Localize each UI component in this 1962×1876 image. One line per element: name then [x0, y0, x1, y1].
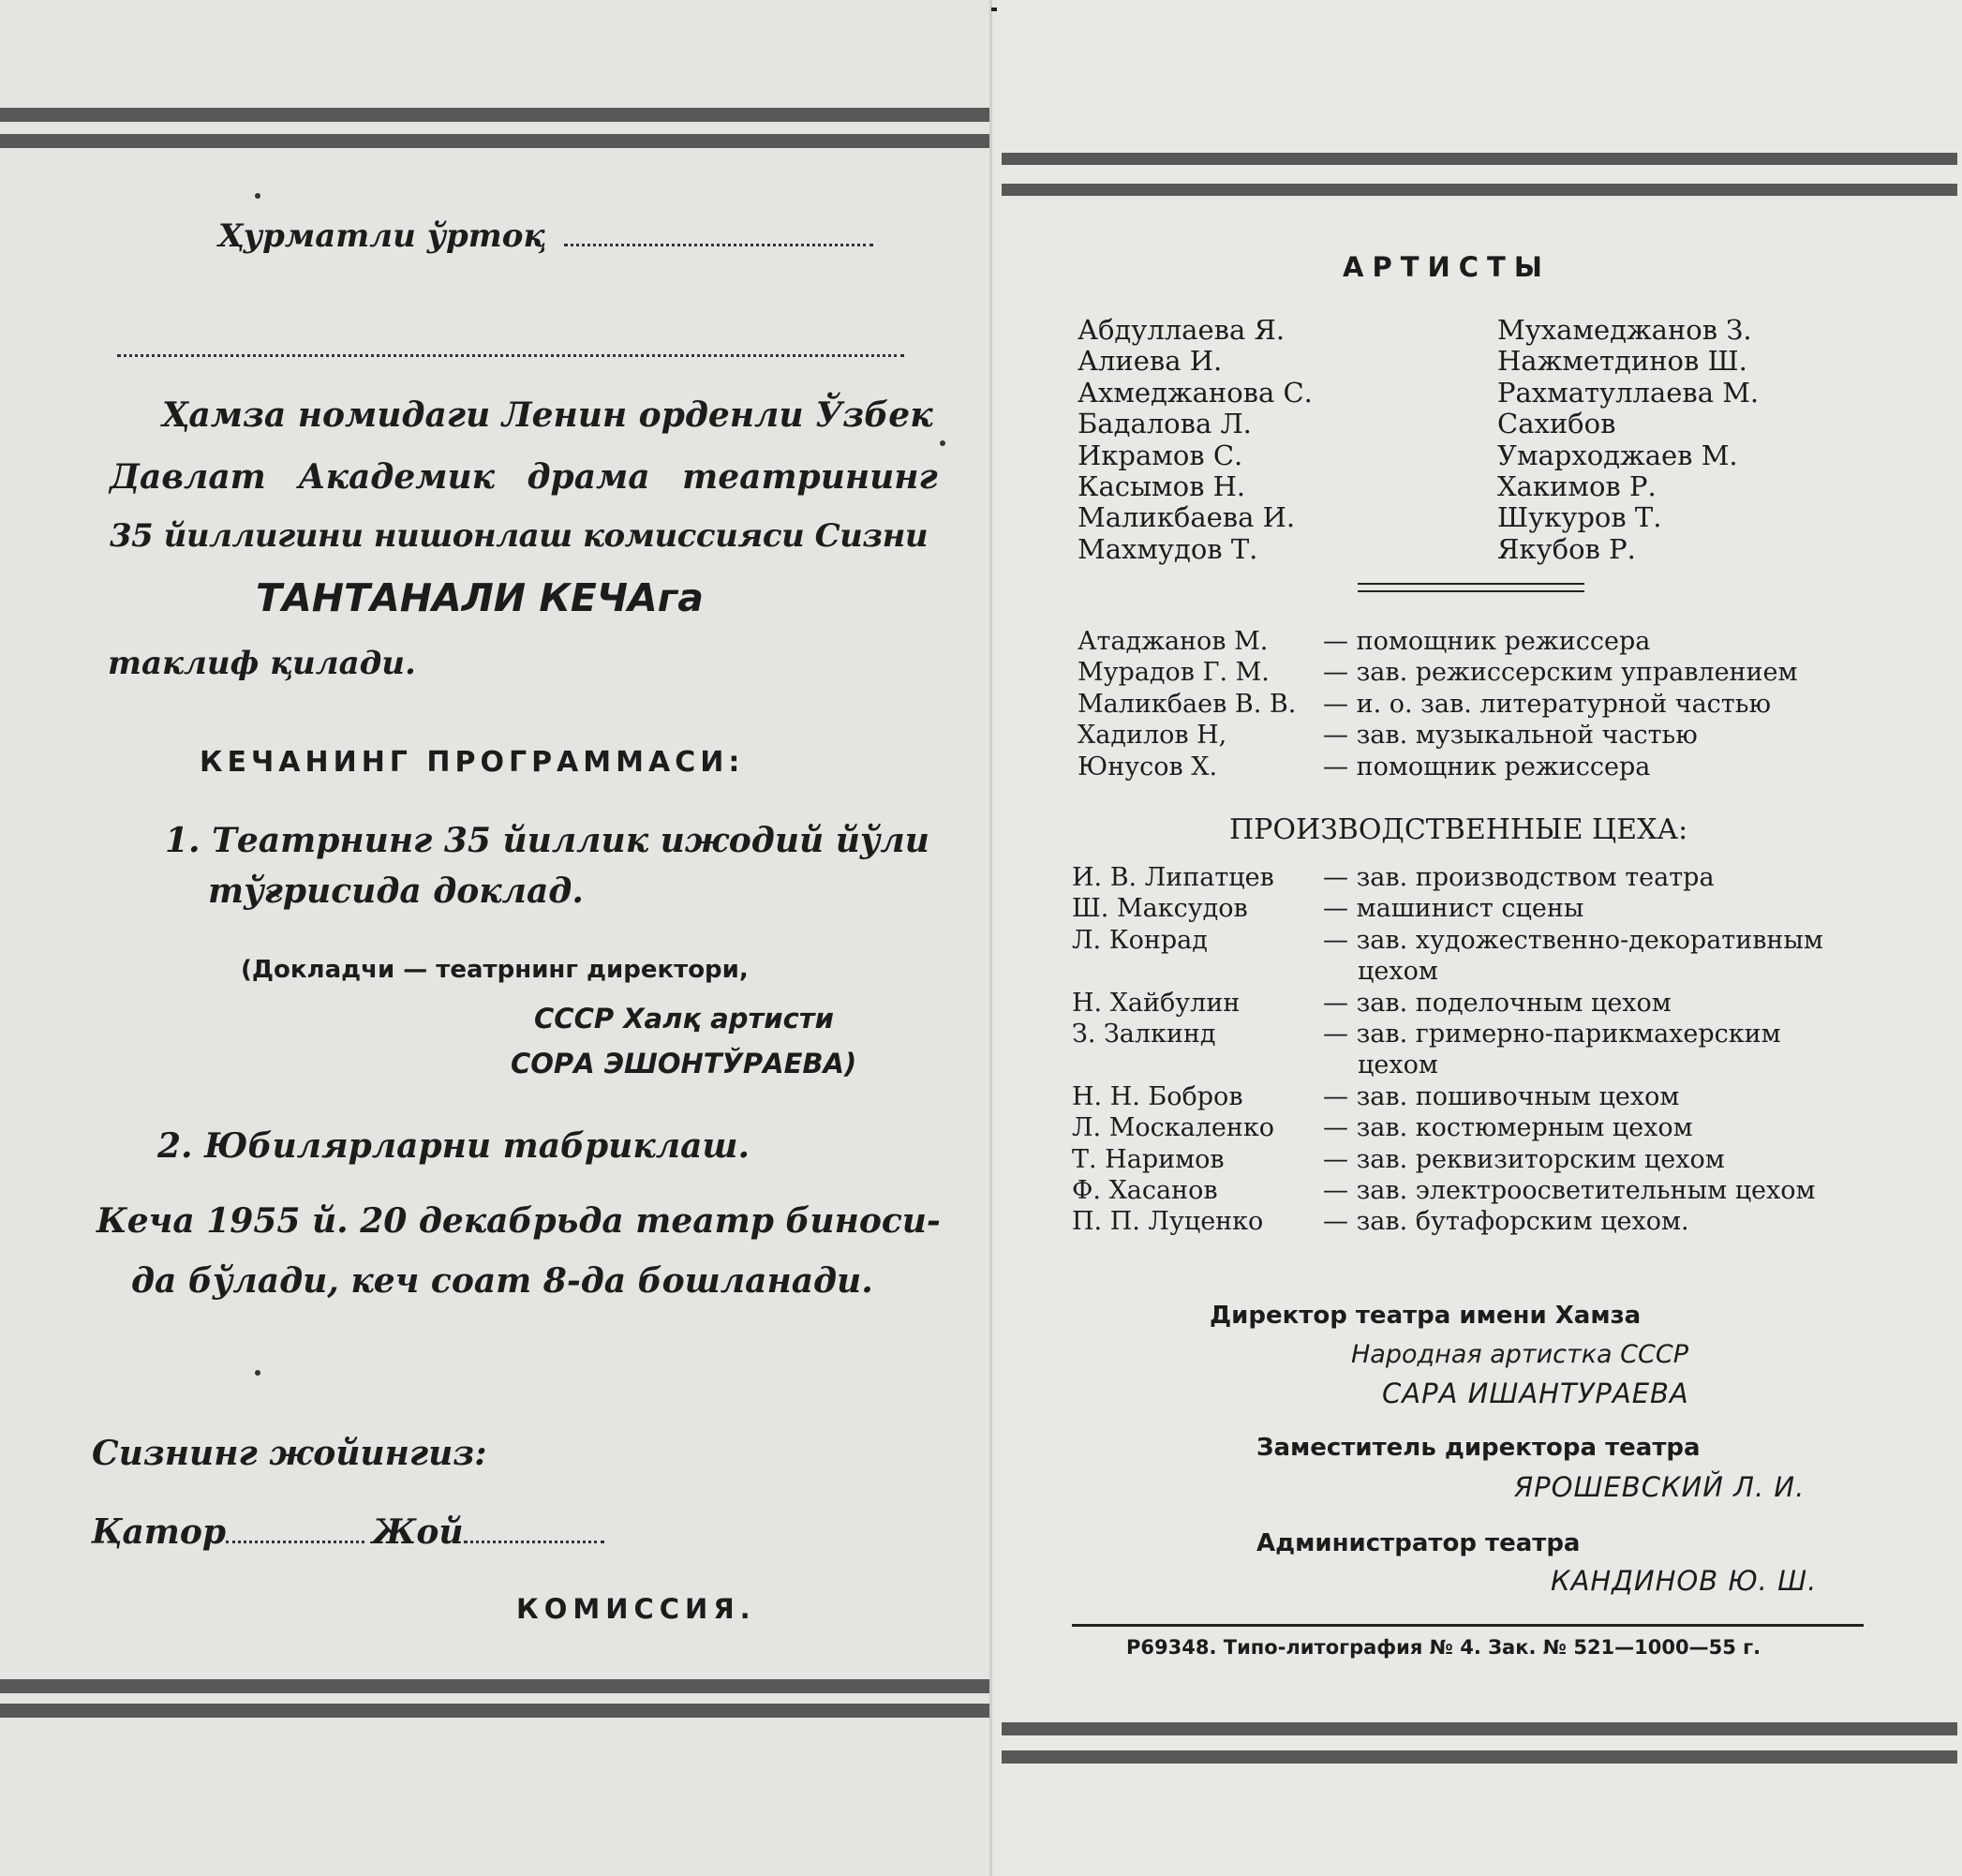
workshop-row	[1072, 1175, 1823, 1206]
artist-name: Умарходжаев М.	[1497, 439, 1738, 471]
bottom-stripe-1	[0, 1679, 991, 1693]
staff-row	[1078, 626, 1798, 657]
invite-verb: таклиф қилади.	[108, 645, 416, 682]
workshop-name: П. П. Луценко	[1072, 1207, 1264, 1237]
workshop-row	[1072, 862, 1823, 893]
artists-heading: АРТИСТЫ	[1343, 251, 1551, 283]
workshop-name: Л. Конрад	[1072, 925, 1208, 955]
workshop-row	[1072, 1144, 1823, 1175]
artists-right-column	[1497, 315, 1759, 565]
artist-name: Икрамов С.	[1078, 439, 1243, 471]
staff-row	[1078, 689, 1798, 720]
deputy-title: Заместитель директора театра	[1256, 1434, 1701, 1462]
artists-left-column	[1078, 315, 1313, 565]
workshop-role: — машинист сцены	[1323, 894, 1584, 924]
ink-speck	[255, 1370, 260, 1376]
staff-name: Маликбаев В. В.	[1078, 689, 1297, 719]
workshop-role: — зав. реквизиторским цехом	[1323, 1144, 1725, 1174]
artist-name: Нажметдинов Ш.	[1497, 345, 1747, 378]
workshop-name: З. Залкинд	[1072, 1020, 1216, 1050]
program-heading: КЕЧАНИНГ ПРОГРАММАСИ:	[200, 746, 745, 779]
program-item-2: 2. Юбилярларни табриклаш.	[157, 1126, 751, 1166]
speaker-line-3: СОРА ЭШОНТЎРАЕВА)	[511, 1048, 857, 1079]
artist-name: Рахматуллаева М.	[1497, 376, 1760, 409]
artist-name: Алиева И.	[1078, 345, 1223, 378]
workshop-row	[1072, 893, 1823, 924]
workshop-name: Т. Наримов	[1072, 1144, 1225, 1174]
greeting-line	[218, 217, 873, 255]
artist-name: Хакимов Р.	[1497, 470, 1657, 503]
invitation-line-3: 35 йиллигини нишонлаш комиссияси Сизни	[110, 517, 929, 555]
staff-name: Хадилов Н,	[1078, 721, 1227, 751]
ink-speck	[255, 193, 260, 199]
staff-name: Атаджанов М.	[1078, 627, 1269, 656]
workshop-name: Н. Хайбулин	[1072, 988, 1241, 1018]
seat-blank	[464, 1541, 604, 1543]
workshop-role: — зав. пошивочным цехом	[1323, 1081, 1680, 1111]
workshops-heading: ПРОИЗВОДСТВЕННЫЕ ЦЕХА:	[1229, 813, 1688, 846]
artist-name: Касымов Н.	[1078, 470, 1246, 503]
workshop-row	[1072, 988, 1823, 1019]
director-rank: Народная артистка СССР	[1351, 1340, 1689, 1369]
speaker-line-2: СССР Халқ артисти	[534, 1003, 834, 1035]
staff-role: — помощник режиссера	[1323, 627, 1651, 656]
artist-name: Абдуллаева Я.	[1078, 314, 1286, 346]
workshop-role: — зав. художественно-декоративным	[1323, 925, 1823, 955]
director-title: Директор театра имени Хамза	[1210, 1302, 1642, 1330]
program-item-1: 1. Театрнинг 35 йиллик ижодий йўли	[165, 821, 929, 860]
workshop-role: — зав. поделочным цехом	[1323, 988, 1672, 1018]
ink-speck	[940, 440, 945, 446]
date-line-2: да бўлади, кеч соат 8-да бошланади.	[131, 1261, 873, 1301]
workshop-row-cont	[1072, 956, 1823, 987]
staff-row	[1078, 720, 1798, 751]
top-stripe-1	[0, 108, 991, 122]
top-stripe-1	[1002, 153, 1957, 165]
speaker-line-1: (Докладчи — театрнинг директори,	[241, 956, 749, 984]
staff-name: Юнусов Х.	[1078, 752, 1218, 782]
top-stripe-2	[0, 134, 991, 148]
workshop-name: И. В. Липатцев	[1072, 863, 1274, 892]
artist-name: Якубов Р.	[1497, 532, 1636, 565]
workshop-name: Л. Москаленко	[1072, 1113, 1274, 1143]
page-fold	[989, 0, 992, 1876]
artist-name: Ахмеджанова С.	[1078, 376, 1313, 409]
invitation-line-1: Ҳамза номидаги Ленин орденли Ўзбек	[162, 395, 933, 435]
staff-role: — зав. музыкальной частью	[1323, 721, 1698, 751]
bottom-stripe-2	[1002, 1750, 1957, 1764]
staff-name: Мурадов Г. М.	[1078, 658, 1270, 688]
workshop-role: — зав. бутафорским цехом.	[1323, 1207, 1689, 1237]
top-stripe-2	[1002, 184, 1957, 196]
workshop-role: — зав. электроосветительным цехом	[1323, 1176, 1816, 1206]
workshop-role-cont: цехом	[1358, 1050, 1438, 1080]
workshop-row	[1072, 1019, 1823, 1050]
section-divider	[1358, 590, 1584, 592]
workshop-role-cont: цехом	[1358, 957, 1438, 987]
staff-role: — зав. режиссерским управлением	[1323, 658, 1798, 688]
artist-name: Махмудов Т.	[1078, 532, 1258, 565]
row-label: Қатор	[92, 1512, 227, 1552]
director-name: САРА ИШАНТУРАЕВА	[1382, 1377, 1689, 1409]
date-line-1: Кеча 1955 й. 20 декабрьда театр биноси-	[97, 1201, 941, 1241]
commission-signature: КОМИССИЯ.	[516, 1593, 756, 1625]
staff-row	[1078, 752, 1798, 782]
row-blank	[226, 1541, 364, 1543]
workshops-list	[1072, 862, 1823, 1238]
credits-page	[997, 0, 1962, 1876]
workshop-row	[1072, 1206, 1823, 1237]
seat-line	[92, 1512, 604, 1552]
artist-name: Шукуров Т.	[1497, 501, 1662, 534]
admin-title: Администратор театра	[1256, 1529, 1581, 1557]
workshop-row	[1072, 925, 1823, 956]
workshop-role: — зав. производством театра	[1323, 863, 1715, 892]
bottom-stripe-1	[1002, 1722, 1957, 1735]
workshop-row	[1072, 1081, 1823, 1112]
staff-role: — и. о. зав. литературной частью	[1323, 689, 1771, 719]
program-item-1-cont: тўғрисида доклад.	[208, 871, 584, 911]
invitation-line-2: Давлат Академик драма театрининг	[110, 457, 938, 497]
imprint-divider	[1072, 1624, 1864, 1627]
greeting-text: Ҳурматли ўртоқ	[218, 217, 546, 255]
name-blank-line2	[117, 354, 904, 357]
admin-name: КАНДИНОВ Ю. Ш.	[1551, 1565, 1818, 1597]
workshop-role: — зав. костюмерным цехом	[1323, 1113, 1693, 1143]
workshop-name: Ш. Максудов	[1072, 894, 1248, 924]
seat-label: Сизнинг жойингиз:	[92, 1434, 487, 1473]
artist-name: Мухамеджанов З.	[1497, 314, 1752, 346]
name-blank	[564, 244, 873, 246]
workshop-row	[1072, 1112, 1823, 1143]
section-divider	[1358, 583, 1584, 585]
workshop-role: — зав. гримерно-парикмахерским	[1323, 1020, 1781, 1050]
seat-place-label: Жой	[372, 1512, 464, 1552]
staff-list	[1078, 626, 1798, 782]
artist-name: Бадалова Л.	[1078, 408, 1252, 440]
event-title: ТАНТАНАЛИ КЕЧАга	[256, 575, 704, 620]
bottom-stripe-2	[0, 1704, 991, 1718]
artist-name: Сахибов	[1497, 408, 1616, 440]
deputy-name: ЯРОШЕВСКИЙ Л. И.	[1514, 1471, 1806, 1503]
workshop-name: Н. Н. Бобров	[1072, 1081, 1243, 1111]
staff-role: — помощник режиссера	[1323, 752, 1651, 782]
artist-name: Маликбаева И.	[1078, 501, 1296, 534]
workshop-row-cont	[1072, 1050, 1823, 1080]
staff-row	[1078, 657, 1798, 688]
imprint: Р69348. Типо-литография № 4. Зак. № 521—1000—55 г.	[1126, 1636, 1761, 1659]
workshop-name: Ф. Хасанов	[1072, 1176, 1218, 1206]
